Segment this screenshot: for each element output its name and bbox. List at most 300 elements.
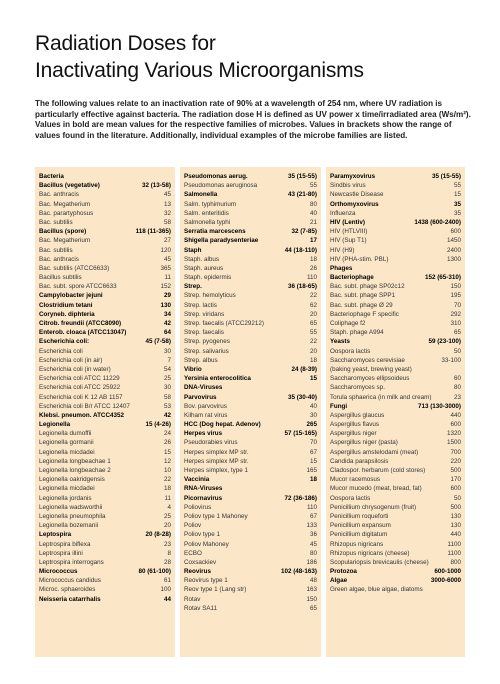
table-row [326,282,465,291]
table-row [326,494,465,503]
microbe-name: Legionella dumoffii [39,430,92,438]
dose-value: 45 [163,255,171,263]
table-row [326,374,465,383]
table-row [180,438,321,447]
table-row [326,310,465,319]
table-row [326,200,465,209]
dose-value: 21 [309,218,317,226]
table-row [326,549,465,558]
microbe-name: Herpes simplex MP str. [184,457,249,465]
table-row [326,402,465,411]
table-row [326,540,465,549]
microbe-name: Clostridium tetani [39,301,93,309]
dose-value: 58 [163,393,171,401]
microbe-name: Leptrospira interrogans [39,558,104,566]
dose-value: 72 (36-186) [284,494,317,502]
table-row [326,255,465,264]
microbe-name: Escherichia coli (in water) [39,365,111,373]
dose-value: 18 [309,476,317,484]
microbe-name: Coliphage f2 [330,320,366,327]
dose-value: 34 [163,310,171,318]
dose-value: 54 [163,365,171,373]
dose-value: 29 [163,292,171,300]
dose-value: 100 [160,586,171,594]
table-row [35,255,175,264]
microbe-name: Staph. epidermis [184,274,232,282]
dose-value: 150 [306,595,317,603]
dose-value: 45 (7-58) [145,338,171,346]
microbe-name: Picornavirus [184,494,223,502]
table-row [180,466,321,475]
table-row [180,301,321,310]
microbe-name: Bov. parvovirus [184,402,227,410]
table-row [326,475,465,484]
microbe-name: Bac. subt. phage SP02c12 [330,283,405,291]
dose-value: 60 [453,375,461,383]
table-row [35,438,175,447]
dose-value: 600 [450,485,461,493]
dose-value: 1300 [446,255,461,263]
microbe-name: Rotav [184,595,201,603]
microbe-name: Legionella micdadei [39,485,95,493]
table-row [326,429,465,438]
intro-paragraph: The following values relate to an inactivation rate of 90% at a wavelength of 254 nm, where UV radiation is particularly effective against bacteria. The radiation dose H is defined as UV power x time/irradiated area (Ws/m²). Values in bold are mean values for the respective families of microbes. Values in brackets show the range of values found in the literature. Additionally, individual examples of the microbe families are listed. [35,99,471,140]
microbe-name: Bacillus (vegetative) [39,182,100,190]
table-row [180,310,321,319]
table-row [35,383,175,392]
dose-value: 4 [167,503,171,511]
table-row [35,530,175,539]
table-row [180,494,321,503]
microbe-name: Legionella pneumophila [39,512,106,520]
microbe-name: (baking yeast, brewing yeast) [330,365,412,373]
microbe-name: HCC (Dog hepat. Adenov) [184,421,261,429]
table-row [326,411,465,420]
dose-value: 10 [163,467,171,474]
table-row [35,512,175,521]
microbe-name: Penicillium chrysogenum (fruit) [330,503,417,511]
table-row [35,227,175,236]
table-row [326,291,465,300]
microbe-name: Reovirus [184,568,211,576]
dose-value: 15 [309,375,317,383]
dose-value: 35 (15-55) [287,173,317,180]
microbe-name: Bac. subtilis [39,246,73,254]
microbe-name: Coryneb. diphteria [39,310,95,318]
table-row [180,337,321,346]
dose-value: 26 [163,439,171,447]
table-row [180,236,321,245]
microbe-name: Bacillus subtilis [39,274,82,282]
table-row [35,365,175,374]
microbe-name: Aspergillus niger (pasta) [330,439,398,447]
table-row [180,319,321,328]
dose-value: 30 [309,411,317,419]
table-row [326,558,465,567]
dose-value: 600 [450,421,461,429]
microbe-name: Escherichia coli ATCC 11229 [39,375,120,383]
dose-value: 1100 [447,540,461,548]
table-row [35,319,175,328]
microbe-name: Yeasts [330,338,350,346]
dose-value: 500 [450,503,461,511]
microbe-name: Poliov type 1 [184,531,221,539]
table-row [326,393,465,402]
microbe-name: Influenza [330,209,356,217]
table-row [180,411,321,420]
microbe-name: Bacteriophage F specific [330,310,399,318]
microbe-name: Fungi [330,402,348,410]
table-row [35,356,175,365]
dose-value: 130 [450,522,461,530]
dose-value: 30 [163,347,171,355]
microbe-name: Escherichia coli (in air) [39,356,103,364]
dose-value: 265 [306,421,317,429]
table-row [326,328,465,337]
dose-value: 59 (23-100) [428,338,461,346]
microbe-name: DNA-Viruses [184,384,223,392]
dose-value: 24 (8-39) [291,365,317,373]
table-row [180,273,321,282]
table-row [35,576,175,585]
table-row [326,448,465,457]
table-row [326,337,465,346]
dose-value: 152 (65-310) [424,274,461,282]
table-row [35,420,175,429]
table-row [35,236,175,245]
dose-value: 1320 [446,430,461,438]
dose-value: 11 [164,274,171,282]
microbe-name: Bacillus (spore) [39,228,87,236]
microbe-name: Candida parapsilosis [330,457,389,465]
microbe-name: Aspergillus flavus [330,421,379,429]
table-row [35,521,175,530]
dose-value: 15 [163,448,171,456]
dose-value: 133 [306,522,317,530]
dose-value: 120 [160,246,171,254]
microbe-name: Strep. albus [184,356,218,364]
microbe-name: Aspergillus niger [330,430,377,438]
dose-value: 70 [309,439,317,447]
dose-value: 65 [309,604,317,612]
dose-value: 50 [453,494,461,502]
microbe-name: Scopulariopsis brevicaulis (cheese) [330,558,429,566]
dose-value: 42 [163,320,171,327]
dose-value: 67 [309,448,317,456]
table-row [326,236,465,245]
microbe-name: Rhizopus nigricans [330,540,384,548]
microbe-name: Serratia marcescens [184,228,246,236]
dose-value: 67 [309,512,317,520]
microbe-name: Yersinia enterocolitica [184,375,251,383]
table-row [35,429,175,438]
table-row [180,540,321,549]
dose-value: 1500 [446,439,461,447]
microbe-name: Reov type 1 (Lang str) [184,586,247,594]
microbe-name: Saccharomyces cerevisiae [330,356,405,364]
dose-value: 195 [450,292,461,300]
table-row [35,558,175,567]
table-row [326,576,465,585]
table-row [326,172,465,181]
dose-value: 45 [309,540,317,548]
dose-value: 80 [453,384,461,392]
table-row [180,457,321,466]
table-row [180,347,321,356]
dose-value: 20 [163,522,171,530]
dose-value: 23 [163,540,171,548]
dose-value: 600-1000 [434,568,461,576]
dose-value: 365 [160,264,171,272]
microbe-name: Bac. anthracis [39,191,79,199]
microbe-name: Bac. Megatherium [39,200,91,208]
table-row [326,273,465,282]
table-row [326,521,465,530]
dose-value: 24 [163,430,171,438]
microbe-name: Bac. anthracis [39,255,79,263]
table-row [180,420,321,429]
microbe-name: Penicillium digitatum [330,531,388,539]
microbe-name: Enterob. cloaca (ATCC13047) [39,329,127,337]
dose-value: 23 [453,393,461,401]
microbe-name: Citrob. freundii (ATCC8090) [39,320,122,327]
dose-value: 57 (15-165) [284,430,317,438]
microbe-name: Protozoa [330,568,357,576]
table-row [35,457,175,466]
table-row [35,282,175,291]
dose-value: 18 [309,255,317,263]
table-row [35,549,175,558]
dose-value: 22 [163,476,171,484]
dose-value: 130 [160,301,171,309]
dose-value: 44 (18-110) [284,246,317,254]
microbe-name: Staph. phage A994 [330,329,384,337]
microbe-name: Staph [184,246,202,254]
dose-value: 1100 [447,549,461,557]
dose-value: 186 [306,558,317,566]
dose-value: 440 [450,411,461,419]
microbe-name: Salmonella [184,191,218,199]
microbe-name: Bac. Megatherium [39,237,91,245]
table-row [35,494,175,503]
table-row [180,181,321,190]
dose-value: 26 [309,264,317,272]
dose-value: 35 [453,200,461,208]
table-row [180,503,321,512]
microbe-name: Vaccinia [184,476,210,484]
table-row [326,246,465,255]
dose-value: 118 (11-365) [135,228,171,236]
dose-value: 170 [450,476,461,484]
microbe-name: Strep. faecalis [184,329,224,337]
dose-value: 55 [309,182,317,190]
table-row [35,374,175,383]
microbe-name: Bacteriophage [330,274,374,282]
table-row [326,383,465,392]
microbe-name: Vibrio [184,365,202,373]
table-row [35,595,175,604]
dose-value: 64 [163,329,171,337]
table-row [180,484,321,493]
dose-value: 62 [309,301,317,309]
dose-value: 713 (130-3000) [417,402,461,410]
microbe-name: Escherichia coli: [39,338,90,346]
table-row [326,530,465,539]
table-row [35,503,175,512]
microbe-name: Cladospor. herbarum (cold stores) [330,467,426,474]
microbe-name: HIV (Lentiv) [330,218,365,226]
table-row [35,475,175,484]
table-row [180,402,321,411]
table-row [180,200,321,209]
table-row [326,457,465,466]
microbe-name: Neisseria catarrhalis [39,595,101,603]
table-row [180,255,321,264]
dose-value: 80 [309,549,317,557]
microbe-name: Reovirus type 1 [184,577,228,585]
table-row [326,585,465,594]
dose-value: 20 (8-28) [145,531,171,539]
microbe-name: Klebsi. pneumon. ATCC4352 [39,411,125,419]
dose-value: 45 [163,191,171,199]
dose-value: 55 [453,182,461,190]
microbe-name: Campylobacter jejuni [39,292,103,300]
table-row [326,190,465,199]
microbe-name: Shigella paradysenteriae [184,237,259,245]
microbe-name: Coxsackiev [184,558,217,566]
table-row [35,402,175,411]
table-row [180,530,321,539]
table-row [35,273,175,282]
microbe-name: Staph. aureus [184,264,224,272]
microbe-name: Bac. subtilis [39,218,73,226]
microbe-name: Strep. pyogenes [184,338,230,346]
microbe-name: Saccharomyces sp. [330,384,385,392]
table-row [180,567,321,576]
table-row [35,466,175,475]
dose-value: 55 [309,329,317,337]
table-row [35,337,175,346]
table-row [180,209,321,218]
microbe-name: Poliov [184,522,202,530]
microbe-name: HIV (Sup T1) [330,237,367,245]
microbe-name: Micrococcus [39,568,78,576]
table-row [35,291,175,300]
dose-value: 152 [160,283,171,291]
table-row [326,301,465,310]
microbe-name: Herpes simplex, type 1 [184,467,249,474]
dose-value: 20 [309,310,317,318]
microbe-name: Legionella longbeachae 2 [39,467,111,474]
title-line-2: Inactivating Various Microorganisms [35,59,364,82]
microbe-name: RNA-Viruses [184,485,223,493]
table-row [35,585,175,594]
microbe-name: Torula sphaerica (in milk and cream) [330,393,432,401]
table-row [326,512,465,521]
microbe-name: Paramyxovirus [330,173,376,180]
table-row [35,301,175,310]
dose-value: 163 [306,586,317,594]
microbe-name: Penicillium expansum [330,522,391,530]
table-row [180,374,321,383]
dose-value: 61 [163,577,171,585]
table-row [180,282,321,291]
microbe-name: Strep. hemolyticus [184,292,236,300]
microbe-name: HIV (H9) [330,246,355,254]
table-row [35,411,175,420]
dose-value: 110 [306,274,317,282]
dose-value: 36 [309,531,317,539]
dose-value: 44 [163,595,171,603]
table-row [326,356,465,365]
table-row [326,181,465,190]
microbe-name: Orthomyxovirus [330,200,379,208]
table-row [180,512,321,521]
dose-value: 8 [167,549,171,557]
microbe-name: Escherichia coli B/r ATCC 12407 [39,402,130,410]
table-row [180,576,321,585]
dose-value: 1438 (600-2400) [414,218,461,226]
microbe-name: Salmonella typhi [184,218,231,226]
microbe-name: Legionella [39,421,71,429]
dose-value: 28 [163,558,171,566]
title-line-1: Radiation Doses for [35,32,216,55]
table-row [326,264,465,273]
dose-value: 25 [163,512,171,520]
microbe-name: Bac. parartyphosus [39,209,94,217]
table-row [326,319,465,328]
dose-value: 150 [450,283,461,291]
dose-value: 3000-6000 [430,577,461,585]
table-row [180,356,321,365]
microbe-name: Mucor racemosus [330,476,381,484]
microbe-name: Penicillium roqueforti [330,512,389,520]
dose-value: 65 [453,329,461,337]
microbe-name: Escherichia coli ATCC 25922 [39,384,121,392]
dose-value: 130 [450,512,461,520]
microbe-name: Micrococcus candidus [39,577,101,585]
microbe-name: Bac. subt. spore ATCC6633 [39,283,117,291]
microbe-name: Kilham rat virus [184,411,228,419]
dose-value: 13 [163,200,171,208]
microbe-name: Poliovirus [184,503,212,511]
microbe-name: Legionella oakridgensis [39,476,105,484]
dose-value: 40 [309,209,317,217]
table-column-3 [326,167,465,657]
table-row [326,347,465,356]
table-row [180,393,321,402]
microbe-name: Leptospira [39,531,72,539]
dose-value: 43 (21-80) [287,191,317,199]
dose-value: 42 [163,411,171,419]
table-row [180,448,321,457]
microbe-name: Phages [330,264,353,272]
dose-value: 15 (4-26) [145,421,171,429]
microbe-name: Oospora lactis [330,347,371,355]
table-row [35,209,175,218]
table-row [35,540,175,549]
dose-value: 220 [450,457,461,465]
microbe-name: Herpes virus [184,430,223,438]
dose-value: 35 (15-55) [431,173,461,180]
dose-value: 15 [453,191,461,199]
table-row [35,218,175,227]
dose-value: 30 [163,384,171,392]
microbe-name: Pseudomonas aerug. [184,173,248,180]
dose-value: 53 [163,402,171,410]
microbe-name: Rhizopus nigricans (cheese) [330,549,410,557]
microbe-name: Pseudomonas aeruginosa [184,182,258,190]
